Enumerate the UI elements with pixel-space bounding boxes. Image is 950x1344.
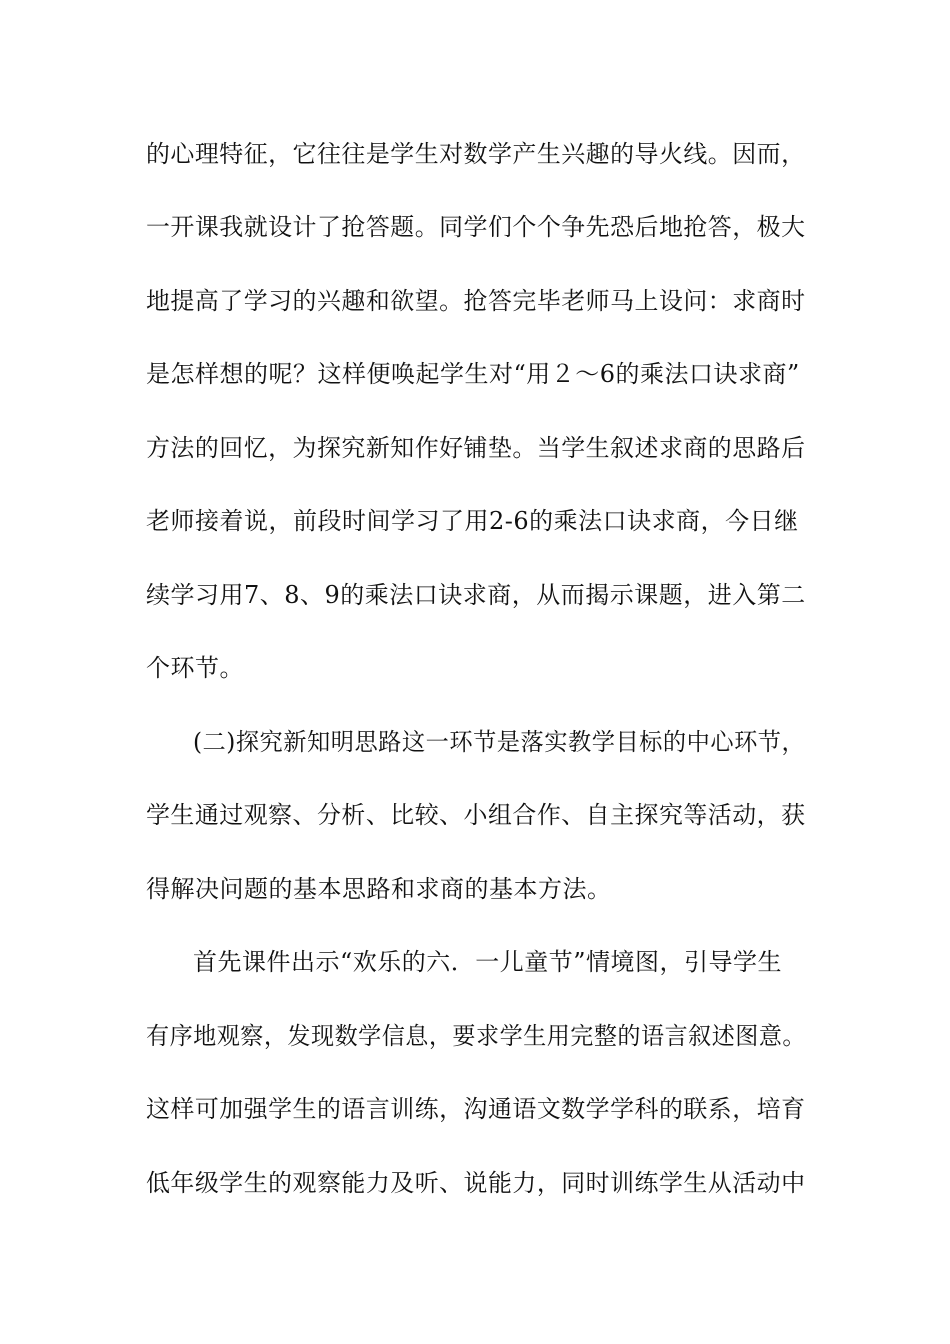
text-line: 方法的回忆，为探究新知作好铺垫。当学生叙述求商的思路后 — [146, 434, 806, 462]
text-line: 是怎样想的呢？这样便唤起学生对“用２～6的乘法口诀求商” — [146, 360, 800, 388]
text-line: 得解决问题的基本思路和求商的基本方法。 — [146, 875, 612, 903]
paragraph-start-line: 首先课件出示“欢乐的六．一儿童节”情境图，引导学生 — [193, 948, 783, 976]
text-line: 学生通过观察、分析、比较、小组合作、自主探究等活动，获 — [146, 801, 806, 829]
text-line: 续学习用7、8、9的乘法口诀求商，从而揭示课题，进入第二 — [146, 581, 806, 609]
text-line: 地提高了学习的兴趣和欲望。抢答完毕老师马上设问：求商时 — [146, 287, 806, 315]
text-line: 低年级学生的观察能力及听、说能力，同时训练学生从活动中 — [146, 1169, 806, 1197]
text-line: 老师接着说，前段时间学习了用2-6的乘法口诀求商，今日继 — [146, 507, 799, 535]
paragraph-start-line: (二)探究新知明思路这一环节是落实教学目标的中心环节， — [193, 728, 806, 756]
text-line: 的心理特征，它往往是学生对数学产生兴趣的导火线。因而， — [146, 140, 806, 168]
text-line: 个环节。 — [146, 654, 244, 682]
text-line: 这样可加强学生的语言训练，沟通语文数学学科的联系，培育 — [146, 1095, 806, 1123]
text-line: 一开课我就设计了抢答题。同学们个个争先恐后地抢答，极大 — [146, 213, 806, 241]
text-line: 有序地观察，发现数学信息，要求学生用完整的语言叙述图意。 — [146, 1022, 807, 1050]
